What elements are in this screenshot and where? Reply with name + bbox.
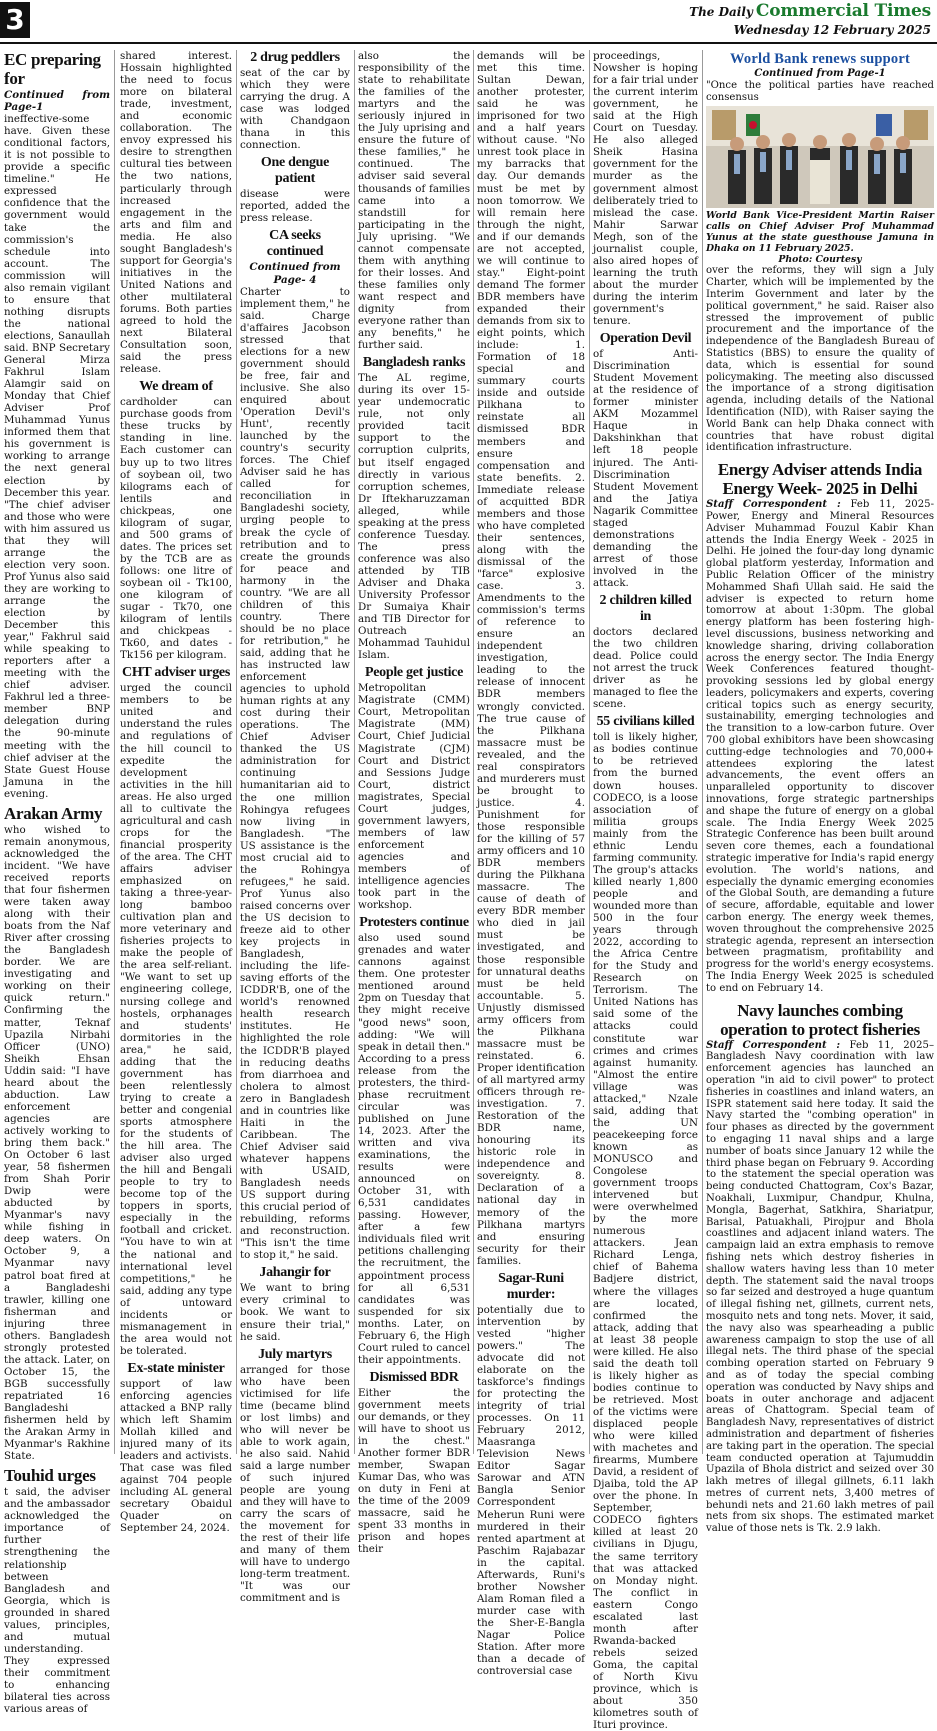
column-divider <box>114 50 115 1454</box>
headline-energy-adviser: Energy Adviser attends India Energy Week- 2025 in Delhi <box>717 460 923 499</box>
article-body-civilians: toll is likely higher, as bodies continue to be retrieved from the burned down houses. CODECO, is a loose association of militia groups mainly from the ethnic Lendu farming community. The group's attacks killed nearly 1,800 people and wounded more than 500 in the four years through 2022, according to the Africa Centre for the Study and Research on Terrorism. The United Nations has said some of the attacks could constitute war crimes and crimes against humanity. "Almost the entire village was attacked," Nzale said, adding that the UN peacekeeping force known as MONUSCO and Congolese government troops intervened but were overwhelmed by the more numerous attackers. Jean Richard Lenga, chief of Bahema Badjere district, where the villages are located, confirmed the attack, adding that at least 38 people were killed. He also said the death toll is likely higher as bodies continue to be retrieved. Most of the victims were displaced people who were killed with machetes and firearms, Mumbere David, a resident of Djaiba, told the AP over the phone. In September, CODECO fighters killed at least 20 civilians in Djugu, the same territory that was attacked on Monday night. The conflict in eastern Congo escalated last month after Rwanda-backed rebels seized Goma, the capital of North Kivu province, which is about 350 kilometres south of Ituri province. <box>593 731 698 1731</box>
article-body-arakan: who wished to remain anonymous, acknowledged the incident. "We have received reports that four fishermen were taken away along with their boats from the Naf River after crossing the Bangladesh border. We are investigating and working on their quick return." Confirming the matter, Teknaf Upazila Nirbahi Officer (UNO) Sheikh Ehsan Uddin said: "I have heard about the abduction. Law enforcement agencies are actively working to bring them back." On October 6 last year, 58 fishermen from Shah Porir Dwip were abducted by Myanmar's navy while fishing in deep waters. On October 9, a Myanmar navy patrol boat fired at a Bangladeshi trawler, killing one fisherman and injuring three others. Bangladesh strongly protested the attack. Later, on October 15, the BGB successfully repatriated 16 Bangladeshi fishermen held by the Arakan Army in Myanmar's Rakhine State. <box>4 823 110 1463</box>
article-body-protest: also used sound grenades and water cannons against them. One protester mentioned around 2pm on Tuesday that they might receive "good news" soon, adding: "We will speak in detail then." According to a press release from the protesters, the third-phase recruitment circular was published on June 14, 2023. After the written and viva examinations, the results were announced on October 31, with 6,531 candidates passing. However, after a few individuals filed writ petitions challenging the recruitment, the appointment process for all 6,531 candidates was suspended for six months. Later, on February 6, the High Court ruled to cancel their appointments. <box>358 932 470 1366</box>
article-body-exstate: support of law enforcing agencies attacked a BNP rally which left Shamim Mollah killed and injured many of its leaders and activists. That case was filed against 704 people including AL general secretary Obaidul Quader on September 24, 2024. <box>120 1377 232 1535</box>
article-body-navy <box>706 1040 934 1535</box>
headline-cht-adviser: CHT adviser urges <box>122 665 230 681</box>
article-body-justice: Metropolitan Magistrate (CMM) Court, Metropolitan Magistrate (MM) Court, Chief Judicial Magistrate (CJM) Court and District and Sessions Judge Court, district magistrates, Special Court judges, government lawyers, members of law enforcement agencies and members of intelligence agencies took part in the workshop. <box>358 682 470 912</box>
continued-note: Continued from Page-1 <box>4 89 110 114</box>
news-photo-illustration <box>706 106 934 208</box>
headline-touhid-urges: Touhid urges <box>4 1466 96 1486</box>
photo-credit: Photo: Courtesy <box>778 254 862 266</box>
column-4 <box>358 50 470 1556</box>
article-body-bdr: Either the government meets our demands, or they will have to shoot us in the chest." Another former BDR member, Swapan Kumar Das, who was on duty in Feni at the time of the 2009 massacre, said he spent 33 months in prison and hopes their <box>358 1386 470 1556</box>
headline-arakan-army: Arakan Army <box>4 803 103 823</box>
article-body-sagar: potentially due to intervention by vested "higher powers." The advocate did not elaborate on the taskforce's findings for protecting the integrity of trial processes. On 11 February 2012, Maasranga Television News Editor Sagar Sarowar and ATN Bangla Senior Correspondent Meherun Runi were murdered in their rented apartment at Paschim Rajabazar in the capital. Afterwards, Runi's brother Nowsher Alam Roman filed a murder case with the Sher-E-Bangla Nagar Police Station. After more than a decade of controversial case <box>477 1303 585 1678</box>
column-5 <box>477 50 586 1678</box>
column-divider <box>589 50 590 1454</box>
newspaper-prefix: The Daily <box>689 5 753 19</box>
column-3 <box>240 50 350 1605</box>
article-body-ca: Charter to implement them," he said. Charge d'affaires Jacobson stressed that elections for a new government should be free, fair and inclusive. She also enquired about 'Operation Devil's Hunt', recently launched by the country's security forces. The Chief Adviser said he has called for reconciliation in Bangladeshi society, urging people to break the cycle of retribution and to create the grounds for peace and harmony in the country. "We are all children of this country. There should be no place for retribution," he said, adding that he has instructed law enforcement agencies to uphold human rights at any cost during their operations. The Chief Adviser thanked the US administration for continuing humanitarian aid to the one million Rohingya refugees now living in Bangladesh. "The US assistance is the most crucial aid to the Rohingya refugees," he said. Prof Yunus also raised concerns over the US decision to freeze aid to other key projects in Bangladesh, including the life-saving efforts of the ICDDR'B, one of the world's renowned health research institutes. He highlighted the role the ICDDR'B played in reducing deaths from diarrhoea and cholera to almost zero in Bangladesh and in countries like Haiti in the Caribbean. The Chief Adviser said whatever happens with USAID, Bangladesh needs US support during this crucial period of rebuilding, reforms and reconstruction. "This isn't the time to stop it," he said. <box>240 285 350 1262</box>
headline-ex-state-minister: Ex-state minister <box>127 1360 225 1376</box>
headline-sagar-runi: Sagar-Runi murder: <box>498 1270 564 1302</box>
headline-july-martyrs: July martyrs <box>258 1346 332 1362</box>
publication-date: Wednesday 12 February 2025 <box>733 23 931 37</box>
column-1 <box>4 50 110 1716</box>
newspaper-name <box>689 1 931 21</box>
article-text-energy: Feb 11, 2025- Power, Energy and Mineral Resources Adviser Muhammad Fouzul Kabir Khan attends the India Energy Week - 2025 in Delhi. He joined the four-day long dynamic global platform yesterday, Information and Public Relation Officer of the ministry Mohammed Shafi Ullah said. He said the adviser is expected to return home tomorrow at about 1:30pm. The global energy platform has been fostering high-level discussions, business networking and knowledge sharing, driving collaboration across the energy sector. The India Energy Week Conferences featured thought-provoking sessions led by global energy leaders, policymakers and experts, covering critical topics such as energy security, sustainability, emerging technologies and the transition to a low-carbon future. Over 700 global exhibitors have been showcasing cutting-edge technologies and 70,000+ attendees exploring the latest advancements, the event offers an unparalleled opportunity to discover innovations, forge strategic partnerships and shape the future of energy on a global scale. The India Energy Week 2025 Strategic Conference has been built around seven core themes, each a foundational strategic imperative for India's rapid energy evolution. The world's nations, and especially the dynamic emerging economies of the Global South, are demanding a future of secure, affordable, equitable and lower carbon energy. The energy week themes, woven throughout the comprehensive 2025 strategic agenda, represent an intersection between pragmatism, profitability and progress for the world's energy ecosystems. The India Energy Week 2025 is scheduled to end on February 14. <box>706 499 934 994</box>
article-body-sagar-cont: proceedings, Nowsher is hoping for a fair trial under the current interim government, he said at the High Court on Tuesday. He also alleged Sheik Hasina government for the murder as the government almost deliberately tried to mislead the case. Mahir Sarwar Megh, son of the journalist couple, also aired hopes of learning the truth about the murder during the interim government's tenure. <box>593 50 698 328</box>
headline-civilians-killed: 55 civilians killed <box>596 714 695 730</box>
article-body-july-cont: also the responsibility of the state to rehabilitate the families of the martyrs and the seriously injured in the July uprising and ensure the future of these families," he continued. The adviser said several thousands of families came into a standstill for participating in the July uprising. "We cannot compensate them with anything for their losses. And these families only want respect and dignity from everyone rather than any benefits," he further said. <box>358 50 470 352</box>
newspaper-title: Commercial Times <box>755 1 931 21</box>
article-body-dream: cardholder can purchase goods from these trucks by standing in line. Each customer can buy up to two litres of soybean oil, two kilograms each of lentils and chickpeas, one kilogram of sugar, and 500 grams of dates. The prices set by the TCB are as follows: one litre of soybean oil - Tk100, one kilogram of sugar - Tk70, one kilogram of lentils and chickpeas - Tk60, and dates - Tk156 per kilogram. <box>120 396 232 662</box>
article-body-jahangir: We want to bring every criminal to book. We want to ensure their trial," he said. <box>240 1282 350 1343</box>
page-number: 3 <box>0 2 30 38</box>
headline-drug-peddlers: 2 drug peddlers <box>250 50 340 65</box>
headline-jahangir: Jahangir for <box>259 1265 331 1281</box>
headline-navy-launches: Navy launches combing operation to protect fisheries <box>720 1000 920 1039</box>
headline-children-killed: 2 children killed in <box>599 593 692 625</box>
byline: Staff Correspondent : <box>706 499 841 511</box>
article-body-touhid: t said, the adviser and the ambassador acknowledged the importance of further strengthening the relationship between Bangladesh and Georgia, which is grounded in shared values, principles, and mutual understanding. They expressed their commitment to enhancing bilateral ties across various areas of <box>4 1486 110 1716</box>
article-body-energy <box>706 499 934 994</box>
headline-operation-devil: Operation Devil <box>599 331 692 347</box>
article-body-bdr-cont: demands will be met this time. Sultan Dewan, another protester, said he was imprisoned for two and a half years without cause. "No unrest took place in my barracks that day. Our demands must be met by noon tomorrow. We will remain here through the night, and if our demands are not accepted, we will continue to stay." Eight-point demand The former BDR members have expanded their demands from six to eight points, which include: 1. Formation of 18 special and summary courts inside and outside Pilkhana to reinstate all dismissed BDR members and ensure compensation and state benefits. 2. Immediate release of acquitted BDR members and those who have completed their sentences, along with the dismissal of the "farce" explosive case. 3. Amendments to the commission's terms of reference to ensure an independent investigation, leading to the release of innocent BDR members wrongly convicted. The true cause of the Pilkhana massacre must be revealed, and the real conspirators and murderers must be brought to justice. 4. Punishment for those responsible for the killing of 57 army officers and 10 BDR members during the Pilkhana massacre. The cause of death of every BDR member who died in jail must be investigated, and those responsible for unnatural deaths must be held accountable. 5. Unjustly dismissed army officers from the Pilkhana massacre must be reinstated. 6. Proper identification of all martyred army officers through re-investigation. 7. Restoration of the BDR name, honouring its historic role in independence and sovereignty. 8. Declaration of a national day in memory of the Pilkhana martyrs and ensuring security for their families. <box>477 50 586 1267</box>
column-divider <box>236 50 237 1454</box>
masthead <box>0 0 937 44</box>
article-body-july: arranged for those who have been victimised for life time (became blind or lost limbs) and who will never be able to work again, he also said. Nahid said a large number of such injured people are young and they will have to carry the scars of the movement for the rest of their life and many of them will have to undergo long-term treatment. "It was our commitment and is <box>240 1363 350 1605</box>
article-body-touhid-cont: shared interest. Hossain highlighted the need to focus more on bilateral trade, investment, and economic collaboration. The envoy expressed his desire to strengthen cultural ties between the two nations, particularly through increased engagement in the arts and film and media. He also sought Bangladesh's support for Georgia's initiatives in the United Nations and other multilateral forums. Both parties agreed to hold the next Bilateral Consultation soon, said the press release. <box>120 50 232 376</box>
headline-protesters-continue: Protesters continue <box>359 915 469 931</box>
headline-we-dream-of: We dream of <box>139 379 213 395</box>
column-divider <box>702 50 703 1454</box>
news-photo <box>706 106 934 208</box>
article-body-dengue: disease were reported, added the press release. <box>240 188 350 225</box>
column-divider <box>354 50 355 1454</box>
headline-people-justice: People get justice <box>364 665 463 681</box>
article-body-children: doctors declared the two children dead. Police could not arrest the truck driver as he managed to flee the scene. <box>593 626 698 711</box>
headline-ca-seeks: CA seeks continued <box>266 228 324 260</box>
headline-ec-preparing: EC preparing for <box>4 50 101 88</box>
column-divider <box>473 50 474 1454</box>
byline: Staff Correspondent : <box>706 1039 841 1051</box>
article-text-navy: Feb 11, 2025– Bangladesh Navy coordination with law enforcement agencies has launched an operation "in aid to civil power" to protect fisheries in coastlines and inland waters, an ISPR statement said here today. It said the Navy started the "combing operation" in four phases as directed by the government to engaging 11 naval ships and a large number of boats since January 12 while the third phase began on February 9. According to the statement the special operation was being conducted Chattogram, Cox's Bazar, Noakhali, Luxmipur, Chandpur, Khulna, Mongla, Bagerhat, Satkhira, Shariatpur, Barisal, Patuakhali, Pirojpur and Bhola coastlines and adjacent inland waters. The campaign laid an extra emphasis to remove fishing nets which destroy fisheries in shallow waters having less than 10 meter depth. The statement said the naval troops so far seized and destroyed a huge quantum of illegal fishing net, gillnets, current nets, mosquito nets and tong nets. Mover, it said, the navy also was spearheading a public awareness campaign to stop the use of all illegal nets. The third phase of the special combing operation started on February 9 and as of today the special combing operation was conducted by Navy ships and boats in outer anchorage and adjacent areas of Chattogram. Special team of Bangladesh Navy, representatives of district administration and department of fisheries are taking part in the operation. The special team conducted operation at Tajumuddin Upazila of Bhola district and seized over 30 lakh metres of illegal gillnets, 6.11 lakh metres of current nets, 3,400 metres of behundi nets and 21.60 lakh metres of pail nets from six shops. The estimated market value of those nets is Tk. 2.9 lakh. <box>706 1039 934 1535</box>
continued-note: Continued from Page- 4 <box>249 261 341 286</box>
article-lead-wb: "Once the political parties have reached consensus <box>706 79 934 103</box>
headline-dismissed-bdr: Dismissed BDR <box>369 1369 459 1385</box>
column-2 <box>120 50 232 1535</box>
photo-caption-text: World Bank Vice-President Martin Raiser calls on Chief Adviser Prof Muhammad Yunus at the state guesthouse Jamuna in Dhaka on 11 February 2025. <box>706 210 934 255</box>
article-body-drug: seat of the car by which they were carrying the drug. A case was lodged with Chandgaon thana in this connection. <box>240 67 350 152</box>
article-body-devil: of Anti-Discrimination Student Movement at the residence of former minister AKM Mozammel Haque in Dakshinkhan that left 18 people injured. The Anti-Discrimination Student Movement and the Jatiya Nagarik Committee staged demonstrations demanding the arrest of those involved in the attack. <box>593 348 698 589</box>
headline-world-bank: World Bank renews support <box>706 50 934 68</box>
column-7 <box>706 50 934 1535</box>
photo-caption <box>706 210 934 265</box>
article-body-ec: ineffective-some have. Given these conditional factors, it is not possible to provide a specific timeline." He expressed confidence that the government would take the commission's schedule into account. The commission will also remain vigilant to ensure that nothing disrupts the national elections, Sanaullah said. BNP Secretary General Mirza Fakhrul Islam Alamgir said on Monday that Chief Adviser Prof Muhammad Yunus informed them that his government is working to arrange the next general election by December this year. "The chief adviser and those who were with him assured us that they will arrange the election very soon. Prof Yunus also said they are working to arrange the election by December this year," Fakhrul said while speaking to reporters after a meeting with the chief adviser. Fakhrul led a three-member BNP delegation during the 90-minute meeting with the chief adviser at the State Guest House Jamuna in the evening. <box>4 113 110 800</box>
article-body-cht: urged the council members to be united and understand the rules and regulations of the hill council to expedite the development activities in the hill areas. He also urged all to cultivate the agricultural and cash crops for the financial prosperity of the area. The CHT affairs adviser emphasized on taking a three-year-long bamboo cultivation plan and more veterinary and fisheries projects to make the people of the area self-reliant. "We want to set up engineering college, nursing college and hostels, orphanages and students' dormitories in the area," he said, adding that the government has been relentlessly trying to create a better and congenial sports atmosphere for the students of the hill area. The adviser also urged the hill and Bengali people to try to become top of the toppers in sports, especially in the football and cricket. "You have to win at the national and international level competitions," he said, adding any type of untoward incidents or mismanagement in the area would not be tolerated. <box>120 682 232 1357</box>
article-body-ranks: The AL regime, during its over 15-year undemocratic rule, not only provided tacit support to the corruption culprits, but itself engaged directly in various corruption schemes, Dr Iftekharuzzaman alleged, while speaking at the press conference Tuesday. The press conference was also attended by TIB Adviser and Dhaka University Professor Dr Sumaiya Khair and TIB Director for Outreach Mohammad Tauhidul Islam. <box>358 372 470 662</box>
column-6 <box>593 50 698 1731</box>
headline-bangladesh-ranks: Bangladesh ranks <box>362 355 466 371</box>
continued-note: Continued from Page-1 <box>754 68 886 79</box>
headline-dengue: One dengue patient <box>260 155 330 187</box>
article-body-wb: over the reforms, they will sign a July Charter, which will be implemented by the Interim Government and later by the political government," he said. Raiser also stressed the improvement of public procurement and the importance of the independence of the Bangladesh Bureau of Statistics (BBS) to ensure the quality of data, which is essential for sound policymaking. The meeting also discussed the importance of a strong digitisation agenda, including details of the National Identification (NID), with Raiser saying the World Bank can help Dhaka connect with countries that have robust digital identification infrastructure. <box>706 265 934 454</box>
